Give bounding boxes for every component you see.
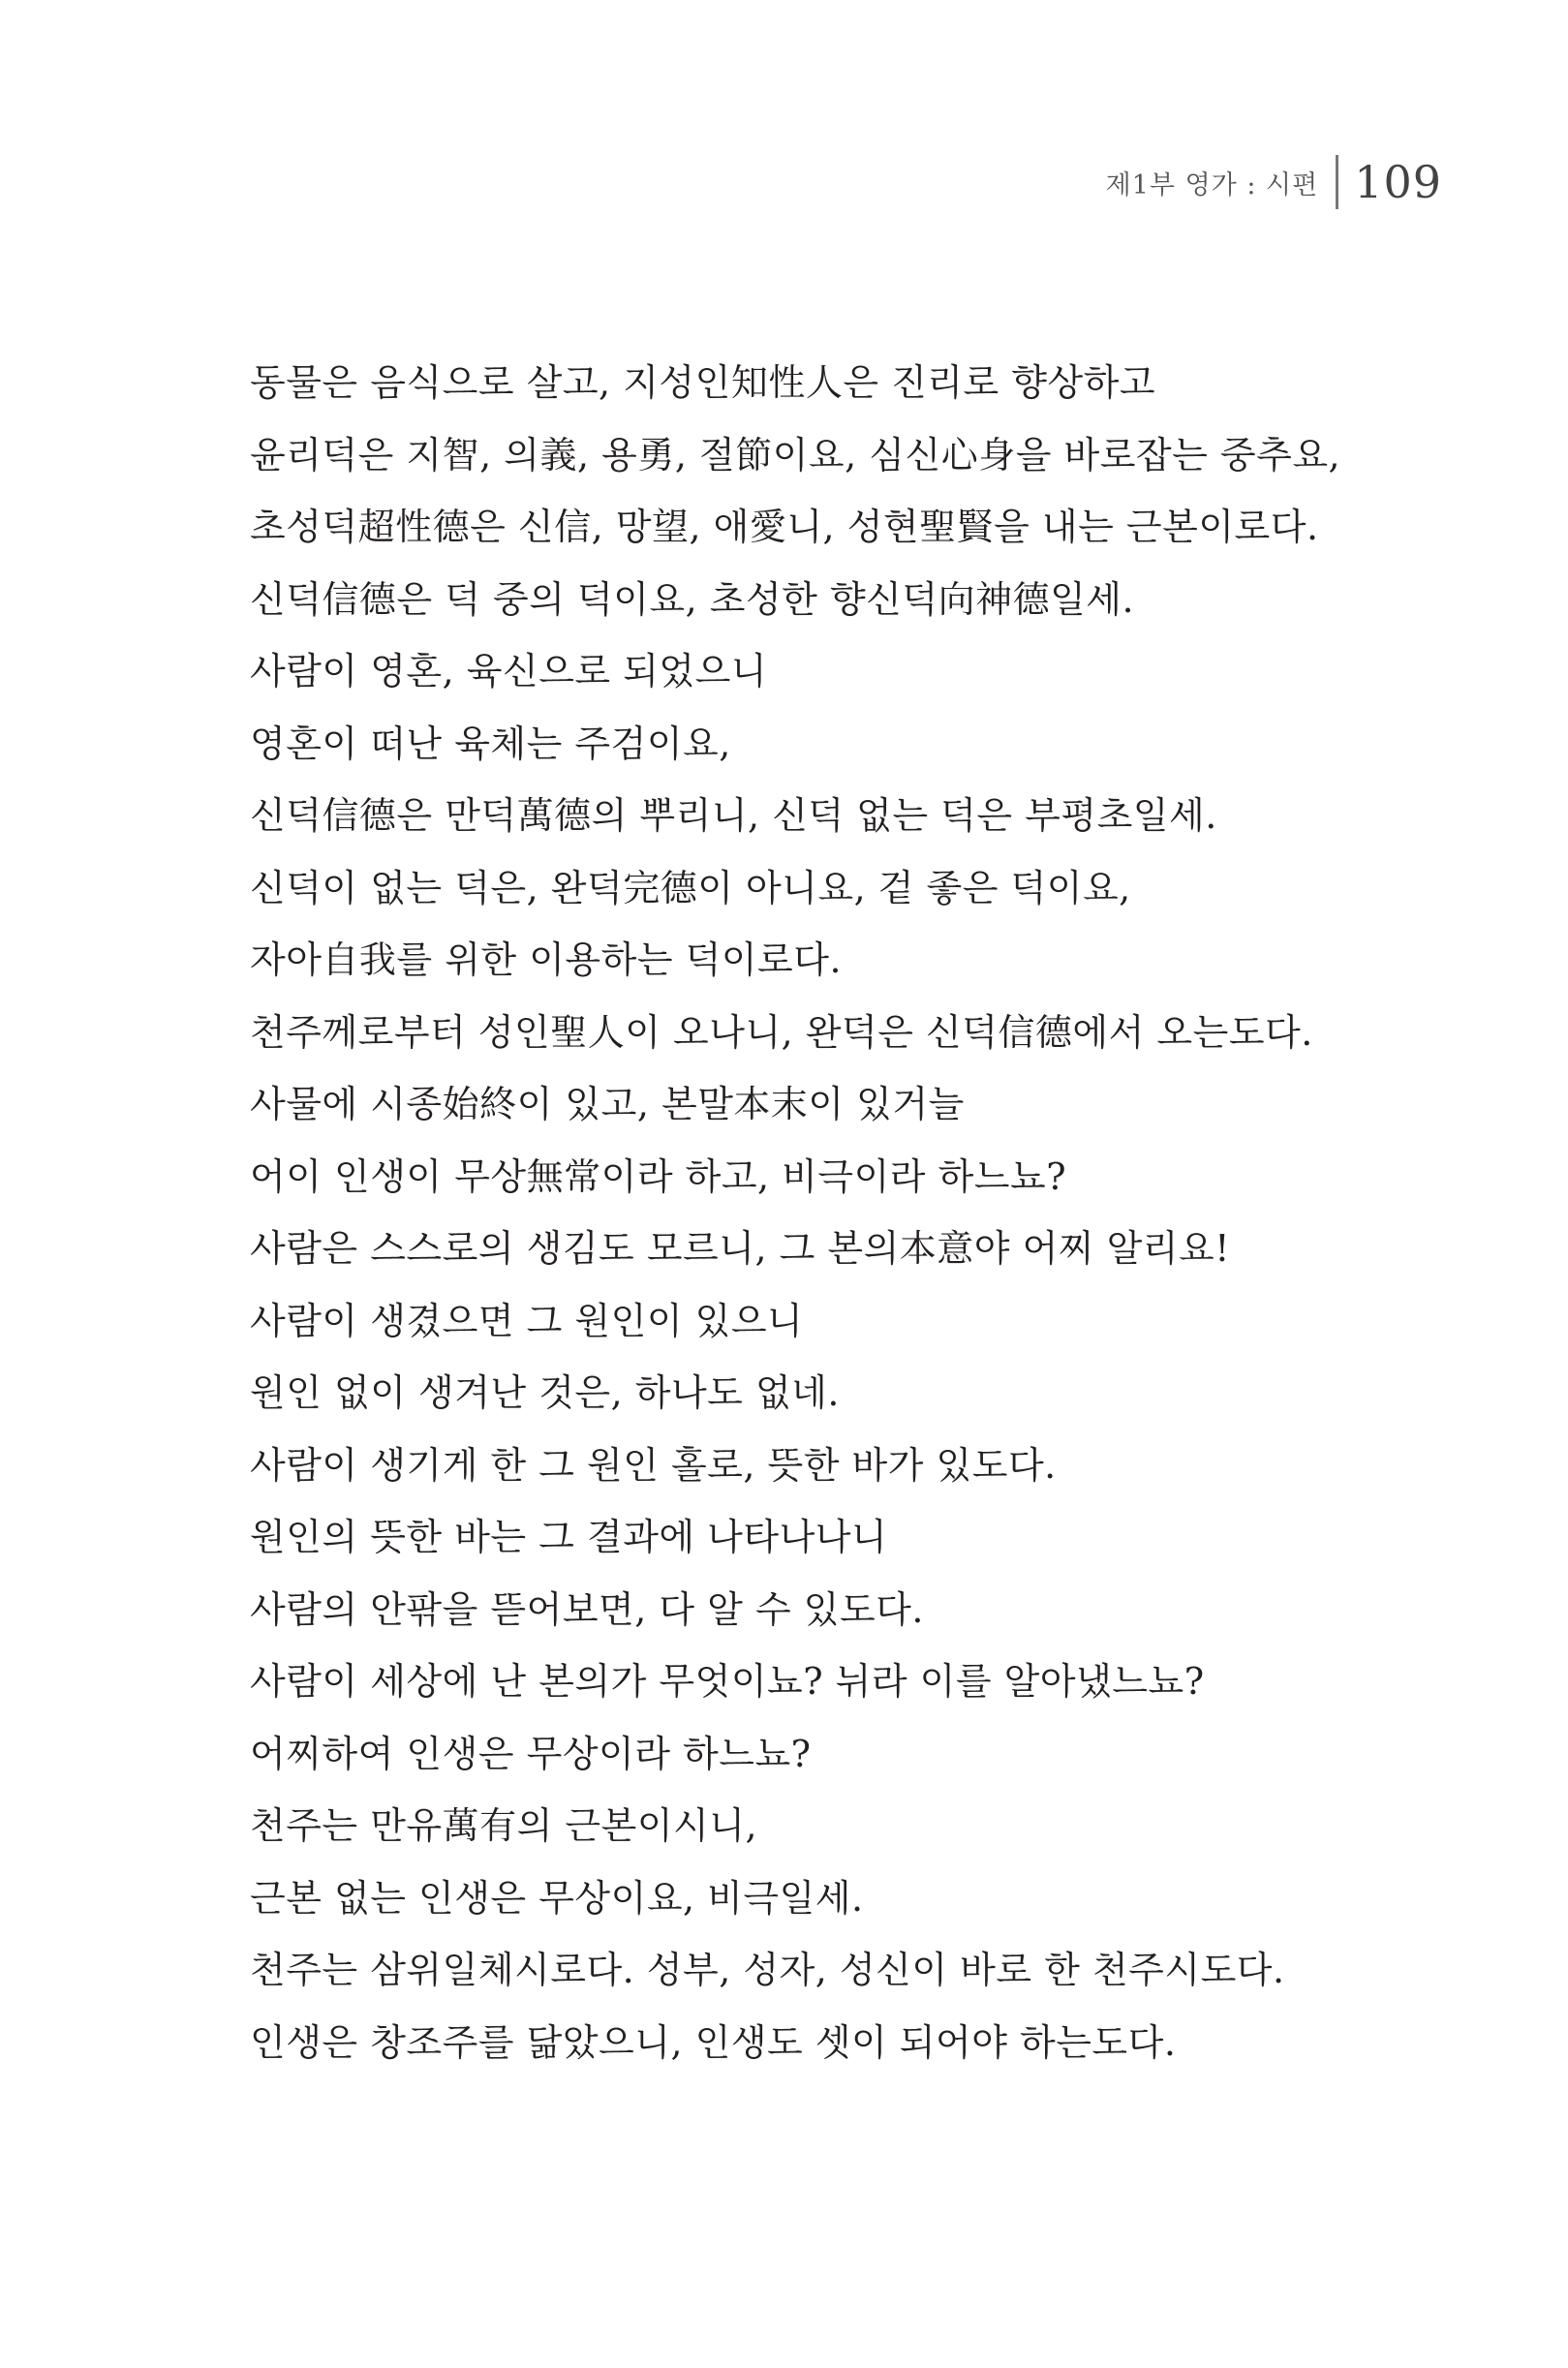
poem-line: 신덕信德은 만덕萬德의 뿌리니, 신덕 없는 덕은 부평초일세. xyxy=(250,794,1217,837)
poem-line: 근본 없는 인생은 무상이요, 비극일세. xyxy=(250,1876,864,1920)
poem-line: 천주께로부터 성인聖人이 오나니, 완덕은 신덕信德에서 오는도다. xyxy=(250,1010,1313,1054)
page-number: 109 xyxy=(1354,156,1442,208)
poem-line: 사물에 시종始終이 있고, 본말本末이 있거늘 xyxy=(250,1083,965,1125)
poem-line: 동물은 음식으로 살고, 지성인知性人은 진리로 향상하고 xyxy=(250,361,1156,404)
poem-line: 어찌하여 인생은 무상이라 하느뇨? xyxy=(250,1732,812,1775)
poem-line: 신덕信德은 덕 중의 덕이요, 초성한 향신덕向神德일세. xyxy=(250,577,1135,621)
poem-line: 사람이 영혼, 육신으로 되었으니 xyxy=(250,650,768,692)
poem-line: 천주는 만유萬有의 근본이시니, xyxy=(250,1804,758,1847)
running-header xyxy=(1106,153,1442,211)
poem-line: 영혼이 떠난 육체는 주검이요, xyxy=(250,722,731,765)
poem-line: 인생은 창조주를 닮았으니, 인생도 셋이 되어야 하는도다. xyxy=(250,2020,1177,2064)
running-header-title: 제1부 영가 : 시편 xyxy=(1105,169,1319,200)
poem-line: 자아自我를 위한 이용하는 덕이로다. xyxy=(250,938,843,981)
poem-line: 어이 인생이 무상無常이라 하고, 비극이라 하느뇨? xyxy=(250,1154,1067,1198)
poem-line: 원인의 뜻한 바는 그 결과에 나타나나니 xyxy=(250,1516,888,1558)
poem-line: 사람이 생겼으면 그 원인이 있으니 xyxy=(250,1299,804,1342)
poem-line: 사람은 스스로의 생김도 모르니, 그 본의本意야 어찌 알리요! xyxy=(250,1227,1230,1270)
poem-line: 천주는 삼위일체시로다. 성부, 성자, 성신이 바로 한 천주시도다. xyxy=(250,1949,1285,1991)
poem-line: 사람이 생기게 한 그 원인 홀로, 뜻한 바가 있도다. xyxy=(250,1443,1057,1487)
poem-line: 사람이 세상에 난 본의가 무엇이뇨? 뉘라 이를 알아냈느뇨? xyxy=(250,1660,1205,1703)
header-divider xyxy=(1336,155,1338,209)
poem-body xyxy=(250,347,1470,2078)
poem-line: 신덕이 없는 덕은, 완덕完德이 아니요, 겉 좋은 덕이요, xyxy=(250,866,1131,909)
poem-line: 초성덕超性德은 신信, 망望, 애愛니, 성현聖賢을 내는 근본이로다. xyxy=(250,506,1319,548)
poem-line: 원인 없이 생겨난 것은, 하나도 없네. xyxy=(250,1371,840,1414)
poem-line: 사람의 안팎을 뜯어보면, 다 알 수 있도다. xyxy=(250,1587,924,1631)
poem-line: 윤리덕은 지智, 의義, 용勇, 절節이요, 심신心身을 바로잡는 중추요, xyxy=(250,433,1341,477)
